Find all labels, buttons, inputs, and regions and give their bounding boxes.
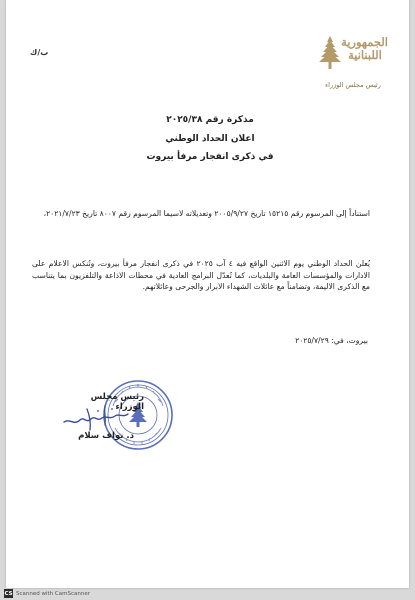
cedar-icon [318, 34, 342, 74]
memo-number: مذكرة رقم ٢٠٢٥/٣٨ [166, 115, 254, 125]
scanner-text: Scanned with CamScanner [16, 590, 90, 597]
corner-mark: ب/ك [30, 48, 49, 57]
document-headline: اعلان الحداد الوطني [165, 134, 255, 144]
logo-subtitle: رئيس مجلس الوزراء [325, 81, 381, 89]
government-logo [318, 30, 388, 105]
logo-title: الجمهورية اللبنانية [341, 35, 388, 62]
signatory-title: رئيس مجلس الوزراء [90, 392, 144, 412]
paragraph-legal-basis: استناداً إلى المرسوم رقم ١٥٢١٥ تاريخ ٢٠٠٥/٩/٢٧ وتعديلاته لاسيما المرسوم رقم ٨٠٠٧ تاريخ ٢٠٢١/٧/٢٣، [43, 209, 370, 218]
scanner-footer [4, 589, 90, 598]
date-line: بيروت، في: ٢٠٢٥/٧/٢٩ [295, 336, 368, 345]
document-page [6, 0, 409, 588]
cs-scanner-icon: CS [4, 590, 13, 597]
document-subheadline: في ذكرى انفجار مرفأ بيروت [146, 152, 274, 162]
paragraph-announcement: يُعلن الحداد الوطني يوم الاثنين الواقع فيه ٤ آب ٢٠٢٥ في ذكرى انفجار مرفأ بيروت، وتُنكس الاعلام على الادارات والمؤسسات العامة والبلديات، كما تُعدّل البرامج العادية في محطات الاذاعة والتلفزيون بما يتناسب مع الذكرى الاليمة، وتضامناً مع عائلات الشهداء الابرار والجرحى وعائلاتهم. [32, 259, 370, 291]
signatory-name: د. نواف سلام [78, 431, 134, 441]
handwritten-signature [60, 400, 132, 434]
